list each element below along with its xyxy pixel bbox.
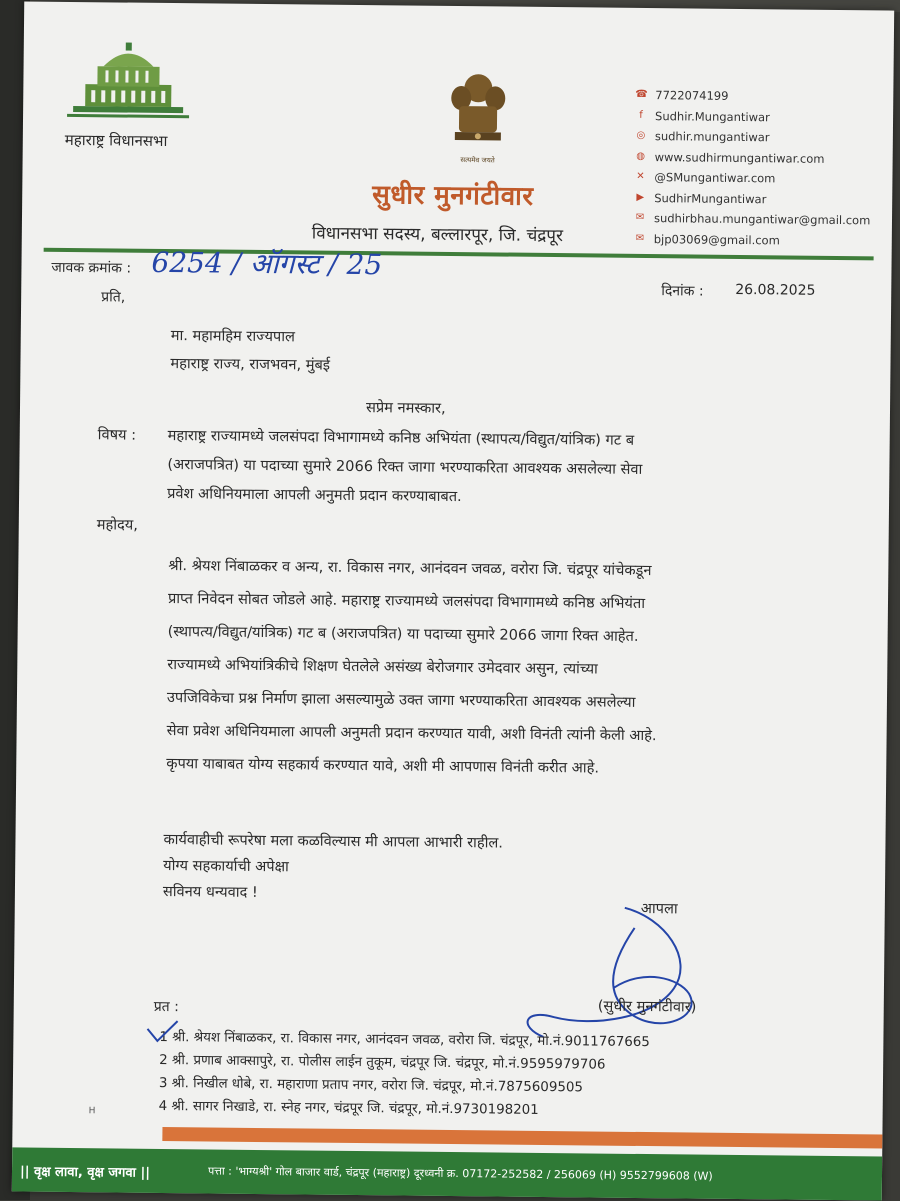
- contact-row: [635, 88, 728, 103]
- contact-row: [634, 211, 870, 227]
- contact-row: [634, 231, 780, 247]
- ashoka-emblem-icon: [443, 70, 514, 171]
- subject-line: (अराजपत्रित) या पदाच्या सुमारे 2066 रिक्त जागा भरण्याकरिता आवश्यक असलेल्या सेवा: [167, 456, 643, 478]
- contact-row: [635, 149, 825, 165]
- margin-mark: H: [88, 1106, 96, 1117]
- salutation: महोदय,: [96, 516, 138, 534]
- closing-line: कार्यवाहीची रूपरेषा मला कळविल्यास मी आपला आभारी राहील.: [163, 830, 504, 852]
- greeting: सप्रेम नमस्कार,: [365, 399, 446, 417]
- sender-name: सुधीर मुनगंटीवार: [372, 180, 534, 212]
- closing-line: सविनय धन्यवाद !: [162, 882, 258, 901]
- contact-text: sudhir.mungantiwar: [654, 129, 770, 145]
- signature-yours: आपला: [640, 899, 678, 918]
- footer-slogan: || वृक्ष लावा, वृक्ष जगवा ||: [19, 1164, 151, 1181]
- ref-label: जावक क्रमांक :: [51, 259, 132, 277]
- contact-row: [634, 190, 766, 205]
- contact-text: www.sudhirmungantiwar.com: [654, 149, 825, 166]
- sender-designation: विधानसभा सदस्य, बल्लारपूर, जि. चंद्रपूर: [311, 223, 564, 247]
- addressee-line2: महाराष्ट्र राज्य, राजभवन, मुंबई: [170, 355, 331, 374]
- contact-text: @SMungantiwar.com: [654, 170, 776, 186]
- emblem-motto: सत्यमेव जयते: [460, 156, 495, 165]
- copy-line: 3 श्री. निखील धोबे, रा. महाराणा प्रताप नगर, वरोरा जि. चंद्रपूर, मो.नं.7875609505: [158, 1075, 584, 1096]
- closing-line: योग्य सहकार्याची अपेक्षा: [163, 856, 289, 876]
- assembly-label: महाराष्ट्र विधानसभा: [64, 130, 168, 150]
- footer-address: पत्ता : 'भाग्यश्री' गोल बाजार वार्ड, चंद्रपूर (महाराष्ट्र) दूरध्वनी क्र. 07172-252582 / 256069 (H) 9552799608 (W): [207, 1164, 713, 1183]
- contact-text: bjp03069@gmail.com: [653, 231, 780, 247]
- instagram-icon: ◎: [636, 129, 646, 141]
- ref-handwritten: 6254 / ऑगस्ट / 25: [151, 245, 383, 282]
- web-icon: ◍: [636, 150, 646, 162]
- copy-line: 2 श्री. प्रणाब आक्सापुरे, रा. पोलीस लाईन तुकूम, चंद्रपूर जि. चंद्रपूर, मो.नं.9595979706: [159, 1052, 606, 1073]
- addressee-line1: मा. महामहिम राज्यपाल: [170, 327, 296, 346]
- subject-line: प्रवेश अधिनियमाला आपली अनुमती प्रदान करण्याबाबत.: [167, 485, 462, 506]
- date-value: 26.08.2025: [735, 281, 816, 299]
- footer-orange-band: [162, 1127, 882, 1149]
- body-line: श्री. श्रेयश निंबाळकर व अन्य, रा. विकास नगर, आनंदवन जवळ, वरोरा जि. चंद्रपूर यांचेकडून: [168, 557, 652, 580]
- subject-label: विषय :: [97, 426, 137, 444]
- mail-icon: ✉: [635, 232, 645, 244]
- contact-row: [634, 170, 775, 185]
- youtube-icon: ▶: [636, 191, 645, 203]
- contact-row: [635, 108, 770, 123]
- x-icon: ✕: [636, 170, 645, 182]
- date-label: दिनांक :: [661, 283, 704, 300]
- body-line: कृपया याबाबत योग्य सहकार्य करण्यात यावे, अशी मी आपणास विनंती करीत आहे.: [166, 755, 600, 777]
- handwritten-tick-mark: [143, 1017, 183, 1047]
- body-line: राज्यामध्ये अभियांत्रिकीचे शिक्षण घेतलेले असंख्य बेरोजगार उमेदवार असुन, त्यांच्या: [167, 656, 598, 678]
- phone-icon: ☎: [635, 88, 648, 101]
- contact-text: Sudhir.Mungantiwar: [655, 108, 770, 124]
- body-line: सेवा प्रवेश अधिनियमाला आपली अनुमती प्रदान करण्यात यावी, अशी विनंती त्यांनी केली आहे.: [166, 722, 657, 745]
- vidhan-bhavan-logo: [63, 40, 194, 131]
- copy-line: 1 श्री. श्रेयश निंबाळकर, रा. विकास नगर, आनंदवन जवळ, वरोरा जि. चंद्रपूर, मो.नं.9011767665: [159, 1029, 650, 1051]
- mail-icon: ✉: [635, 211, 645, 223]
- body-line: (स्थापत्य/विद्युत/यांत्रिक) गट ब (अराजपत्रित) या पदाच्या सुमारे 2066 जागा रिक्त आहेत.: [167, 623, 639, 645]
- letter-paper: [12, 1, 894, 1200]
- signature-name: (सुधीर मुनगंटीवार): [597, 997, 697, 1016]
- contact-row: [635, 129, 770, 144]
- contact-text: 7722074199: [655, 88, 729, 103]
- body-line: प्राप्त निवेदन सोबत जोडले आहे. महाराष्ट्र राज्यामध्ये जलसंपदा विभागामध्ये कनिष्ठ अभियंता: [167, 590, 646, 613]
- to-label: प्रति,: [101, 289, 126, 306]
- body-line: उपजिविकेचा प्रश्न निर्माण झाला असल्यामुळे उक्त जागा भरण्याकरिता आवश्यक असलेल्या: [166, 689, 636, 711]
- facebook-icon: f: [639, 109, 643, 121]
- contact-text: sudhirbhau.mungantiwar@gmail.com: [653, 211, 871, 228]
- contact-text: SudhirMungantiwar: [654, 190, 767, 206]
- copies-label: प्रत :: [153, 998, 179, 1016]
- copy-line: 4 श्री. सागर निखाडे, रा. स्नेह नगर, चंद्रपूर जि. चंद्रपूर, मो.नं.9730198201: [158, 1098, 539, 1118]
- subject-line: महाराष्ट्र राज्यामध्ये जलसंपदा विभागामध्ये कनिष्ठ अभियंता (स्थापत्य/विद्युत/यांत्रिक) गट ब: [167, 427, 635, 449]
